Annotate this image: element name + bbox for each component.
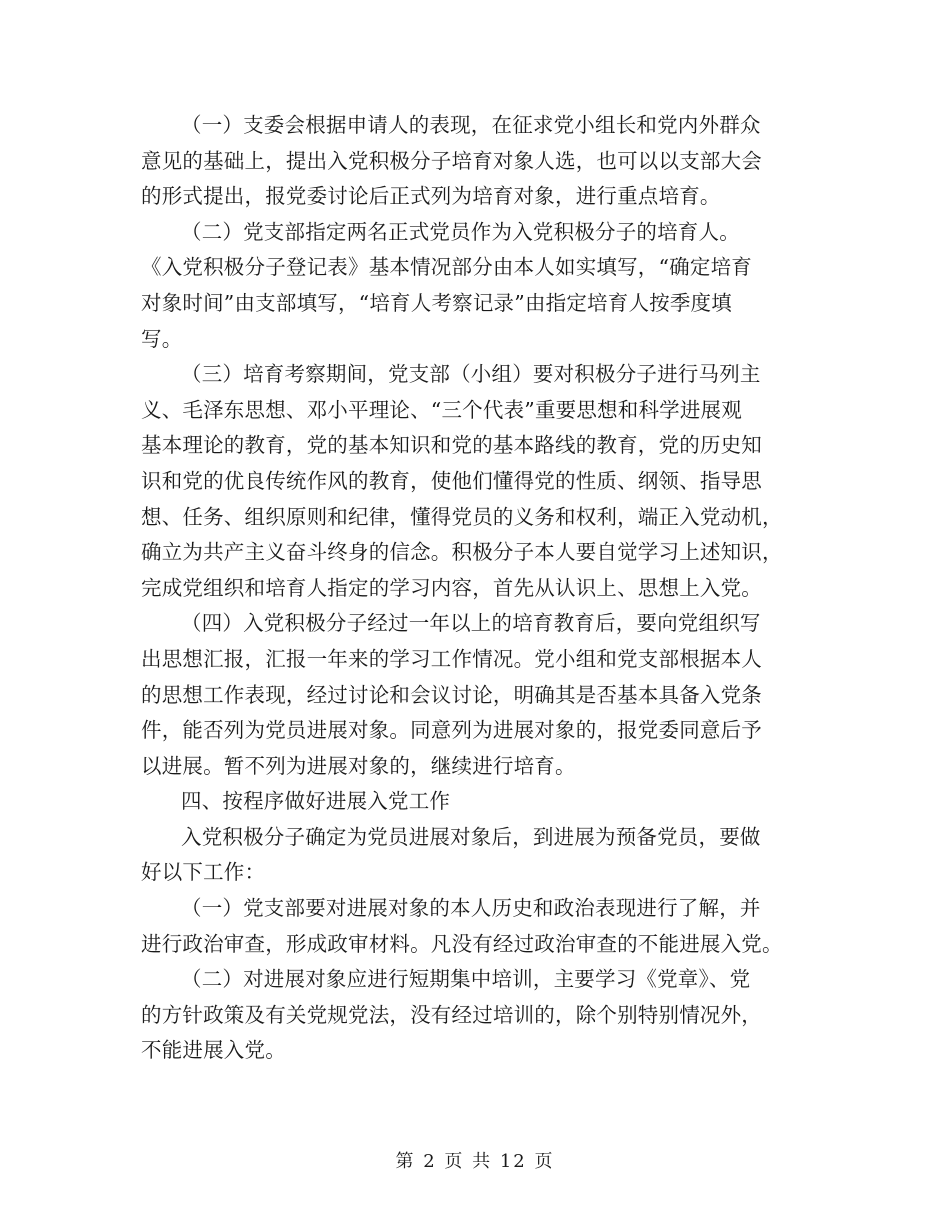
text-line: 的形式提出，报党委讨论后正式列为培育对象，进行重点培育。: [141, 184, 721, 209]
text-line: （二）党支部指定两名正式党员作为入党积极分子的培育人。: [181, 219, 740, 244]
text-line: 四、按程序做好进展入党工作: [181, 789, 451, 814]
text-line: 想、任务、组织原则和纪律，懂得党员的义务和权利，端正入党动机，: [141, 504, 783, 529]
text-line: 好以下工作：: [141, 860, 266, 885]
text-line: 基本理论的教育，党的基本知识和党的基本路线的教育，党的历史知: [141, 433, 762, 458]
text-line: 完成党组织和培育人指定的学习内容，首先从认识上、思想上入党。: [141, 575, 762, 600]
text-line: 不能进展入党。: [141, 1038, 286, 1063]
text-line: （三）培育考察期间，党支部（小组）要对积极分子进行马列主: [181, 362, 761, 387]
text-line: 入党积极分子确定为党员进展对象后，到进展为预备党员，要做: [181, 824, 761, 849]
text-line: 的思想工作表现，经过讨论和会议讨论，明确其是否基本具备入党条: [141, 682, 762, 707]
text-line: （一）支委会根据申请人的表现，在征求党小组长和党内外群众: [181, 113, 761, 137]
text-line: 件，能否列为党员进展对象。同意列为进展对象的，报党委同意后予: [141, 718, 762, 743]
text-line: （四）入党积极分子经过一年以上的培育教育后，要向党组织写: [181, 611, 761, 636]
text-line: 写。: [141, 326, 183, 351]
text-line: 意见的基础上，提出入党积极分子培育对象人选，也可以以支部大会: [141, 148, 762, 173]
text-line: 《入党积极分子登记表》基本情况部分由本人如实填写，“确定培育: [141, 255, 752, 280]
text-line: 进行政治审查，形成政审材料。凡没有经过政治审查的不能进展入党。: [141, 931, 783, 956]
text-line: 对象时间”由支部填写，“培育人考察记录”由指定培育人按季度填: [141, 290, 732, 315]
text-line: （一）党支部要对进展对象的本人历史和政治表现进行了解，并: [181, 896, 761, 921]
page-footer: 第 2 页 共 12 页: [395, 1151, 555, 1172]
text-line: 义、毛泽东思想、邓小平理论、“三个代表”重要思想和科学进展观: [141, 397, 742, 422]
text-line: 的方针政策及有关党规党法，没有经过培训的，除个别特别情况外，: [141, 1002, 762, 1027]
text-line: （二）对进展对象应进行短期集中培训，主要学习《党章》、党: [181, 967, 751, 992]
text-line: 识和党的优良传统作风的教育，使他们懂得党的性质、纲领、指导思: [141, 468, 762, 493]
document-body: [141, 108, 809, 1069]
text-line: 出思想汇报，汇报一年来的学习工作情况。党小组和党支部根据本人: [141, 646, 762, 671]
text-line: 以进展。暂不列为进展对象的，继续进行培育。: [141, 753, 576, 778]
text-line: 确立为共产主义奋斗终身的信念。积极分子本人要自觉学习上述知识，: [141, 540, 783, 565]
